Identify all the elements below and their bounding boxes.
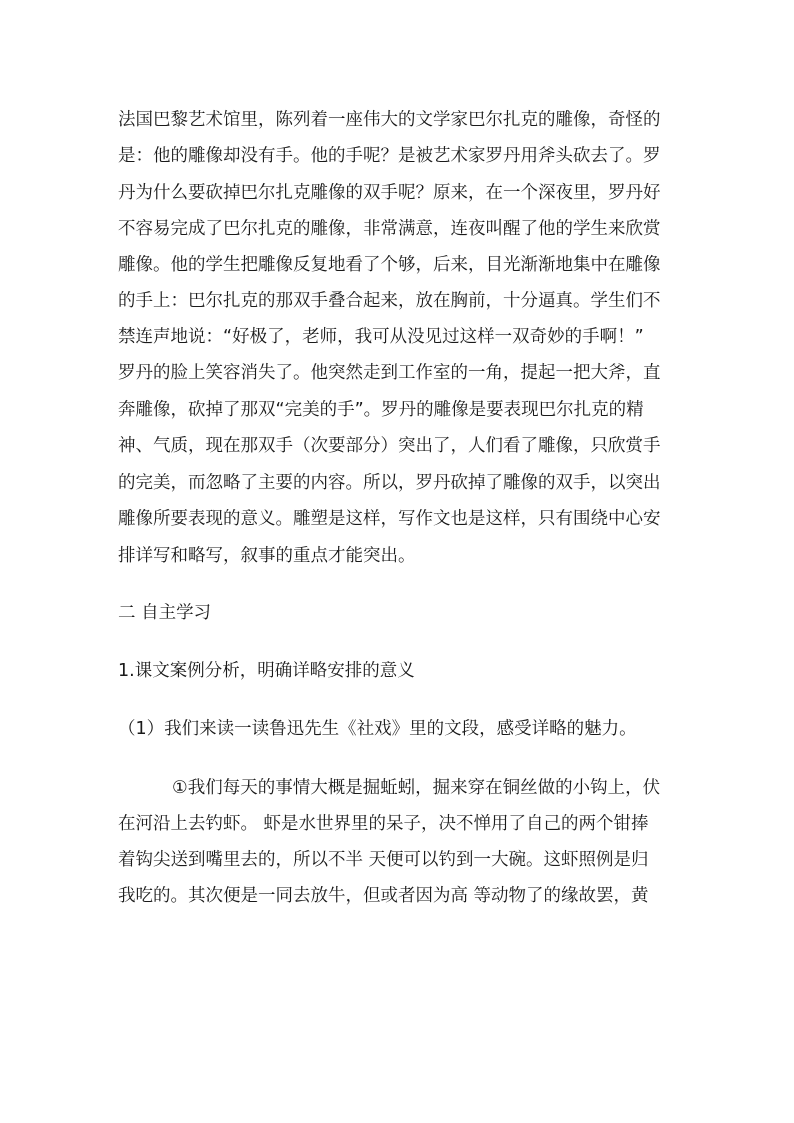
- text-line: 雕像。他的学生把雕像反复地看了个够，后来，目光渐渐地集中在雕像: [118, 255, 661, 275]
- text-line: 神、气质，现在那双手（次要部分）突出了，人们看了雕像，只欣赏手: [118, 436, 661, 456]
- text-line: 是：他的雕像却没有手。他的手呢？是被艺术家罗丹用斧头砍去了。罗: [118, 146, 661, 166]
- text-line: 罗丹的脸上笑容消失了。他突然走到工作室的一角，提起一把大斧，直: [118, 363, 661, 383]
- excerpt-line: 在河沿上去钓虾。 虾是水世界里的呆子，决不惮用了自己的两个钳捧: [118, 814, 649, 834]
- text-line: 不容易完成了巴尔扎克的雕像，非常满意，连夜叫醒了他的学生来欣赏: [118, 219, 661, 239]
- text-line: 丹为什么要砍掉巴尔扎克雕像的双手呢？原来，在一个深夜里，罗丹好: [118, 183, 661, 203]
- excerpt-line: 我吃的。其次便是一同去放牛，但或者因为高 等动物了的缘故罢，黄: [118, 886, 649, 906]
- excerpt-line: 着钩尖送到嘴里去的，所以不半 天便可以钓到一大碗。这虾照例是归: [118, 850, 649, 870]
- text-line: 奔雕像，砍掉了那双“完美的手”。罗丹的雕像是要表现巴尔扎克的精: [118, 400, 644, 420]
- text-line: 禁连声地说：“好极了，老师，我可从没见过这样一双奇妙的手啊！”: [118, 327, 644, 347]
- text-line: 雕像所要表现的意义。雕塑是这样，写作文也是这样，只有围绕中心安: [118, 509, 661, 529]
- text-line: 的手上：巴尔扎克的那双手叠合起来，放在胸前，十分逼真。学生们不: [118, 291, 661, 311]
- excerpt-line: ①我们每天的事情大概是掘蚯蚓，掘来穿在铜丝做的小钩上，伏: [172, 778, 661, 798]
- text-line: 的完美，而忽略了主要的内容。所以，罗丹砍掉了雕像的双手，以突出: [118, 473, 661, 493]
- subheading: 1.课文案例分析，明确详略安排的意义: [118, 661, 415, 681]
- item-label: （1）我们来读一读鲁迅先生《社戏》里的文段，感受详略的魅力。: [118, 719, 637, 739]
- text-line: 排详写和略写，叙事的重点才能突出。: [118, 546, 416, 566]
- text-line: 法国巴黎艺术馆里，陈列着一座伟大的文学家巴尔扎克的雕像，奇怪的: [118, 110, 661, 130]
- section-heading: 二 自主学习: [118, 603, 212, 623]
